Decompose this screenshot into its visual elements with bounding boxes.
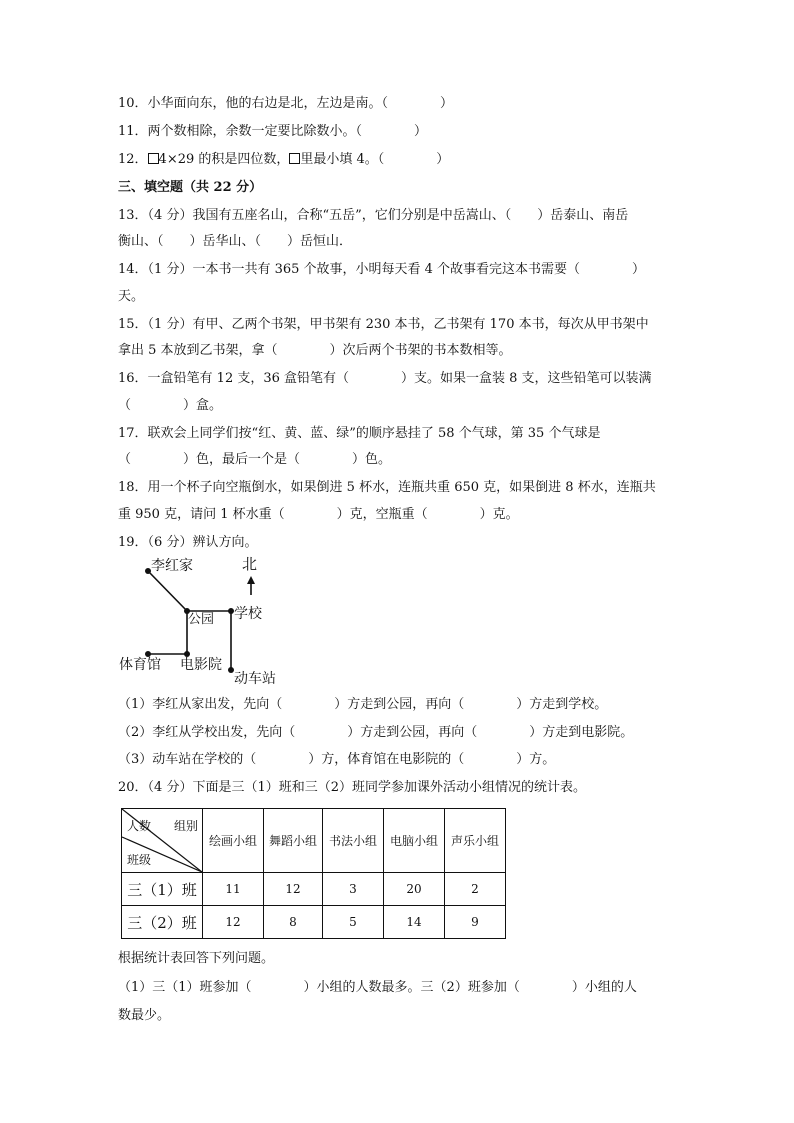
question-17-line-1: 17．联欢会上同学们按“红、黄、蓝、绿”的顺序悬挂了 58 个气球，第 35 个气球是 — [118, 426, 601, 441]
table-header-row — [122, 809, 506, 873]
table-cell: 2 — [445, 873, 506, 906]
table-cell: 12 — [203, 906, 264, 939]
corner-class-label: 班级 — [127, 853, 152, 867]
table-cell: 20 — [384, 873, 445, 906]
question-12-middle: 4×29 的积是四位数， — [158, 152, 290, 167]
question-16-line-1: 16．一盒铅笔有 12 支，36 盒铅笔有（ ）支。如果一盒装 8 支，这些铅笔可以装满 — [118, 371, 652, 386]
corner-count-label: 人数 — [127, 819, 152, 833]
question-14-line-2: 天。 — [118, 289, 145, 304]
path-home-park — [148, 571, 187, 611]
table-header-cell: 绘画小组 — [203, 809, 264, 873]
question-20: 20．（4 分）下面是三（1）班和三（2）班同学参加课外活动小组情况的统计表。 — [118, 780, 586, 795]
question-12-number: 12． — [118, 152, 148, 167]
table-cell: 11 — [203, 873, 264, 906]
question-19-part-2: （2）李红从学校出发，先向（ ）方走到公园，再向（ ）方走到电影院。 — [118, 725, 634, 740]
direction-map — [110, 553, 310, 688]
question-10: 10．小华面向东，他的右边是北，左边是南。（ ） — [118, 96, 454, 111]
question-18-line-1: 18．用一个杯子向空瓶倒水，如果倒进 5 杯水，连瓶共重 650 克，如果倒进 8 杯水，连瓶共 — [118, 480, 656, 495]
section-heading-fill-in: 三、填空题（共 22 分） — [118, 180, 263, 195]
question-15-line-1: 15．（1 分）有甲、乙两个书架，甲书架有 230 本书，乙书架有 170 本书，每次从甲书架中 — [118, 317, 649, 332]
table-header-cell: 书法小组 — [323, 809, 384, 873]
table-header-cell: 电脑小组 — [384, 809, 445, 873]
question-18-line-2: 重 950 克，请问 1 杯水重（ ）克，空瓶重（ ）克。 — [118, 507, 519, 522]
question-17-line-2: （ ）色，最后一个是（ ）色。 — [118, 452, 392, 467]
blank-box-icon — [148, 153, 159, 164]
north-label: 北 — [242, 555, 258, 573]
park-label: 公园 — [188, 612, 215, 627]
question-16-line-2: （ ）盒。 — [118, 398, 223, 413]
cinema-label: 电影院 — [180, 657, 222, 673]
corner-group-label: 组别 — [174, 819, 199, 833]
question-19: 19．（6 分）辨认方向。 — [118, 535, 258, 550]
gym-label: 体育馆 — [119, 657, 161, 673]
question-12 — [118, 151, 449, 169]
question-20-part-1-line-1: （1）三（1）班参加（ ）小组的人数最多。三（2）班参加（ ）小组的人 — [118, 980, 637, 995]
table-corner-cell — [122, 809, 203, 873]
table-cell: 3 — [323, 873, 384, 906]
table-cell: 9 — [445, 906, 506, 939]
question-19-part-1: （1）李红从家出发，先向（ ）方走到公园，再向（ ）方走到学校。 — [118, 697, 608, 712]
table-row-label: 三（1）班 — [122, 873, 203, 906]
question-14-line-1: 14．（1 分）一本书一共有 365 个故事，小明每天看 4 个故事看完这本书需要（ ） — [118, 262, 646, 277]
table-row — [122, 873, 506, 906]
table-row-label: 三（2）班 — [122, 906, 203, 939]
table-cell: 14 — [384, 906, 445, 939]
question-20-part-1-line-2: 数最少。 — [118, 1008, 171, 1023]
question-13-line-2: 衡山、（ ）岳华山、（ ）岳恒山． — [118, 234, 353, 249]
question-20-instruction: 根据统计表回答下列问题。 — [118, 951, 275, 966]
activity-stats-table — [121, 808, 506, 939]
question-11: 11．两个数相除，余数一定要比除数小。（ ） — [118, 124, 428, 139]
question-15-line-2: 拿出 5 本放到乙书架，拿（ ）次后两个书架的书本数相等。 — [118, 343, 512, 358]
home-label: 李红家 — [151, 558, 193, 574]
station-label: 动车站 — [234, 671, 276, 687]
table-cell: 12 — [264, 873, 323, 906]
table-cell: 8 — [264, 906, 323, 939]
north-arrow-icon — [247, 576, 255, 584]
blank-box-icon — [289, 153, 300, 164]
table-cell: 5 — [323, 906, 384, 939]
school-label: 学校 — [234, 606, 262, 622]
table-row — [122, 906, 506, 939]
question-19-part-3: （3）动车站在学校的（ ）方，体育馆在电影院的（ ）方。 — [118, 752, 556, 767]
table-header-cell: 声乐小组 — [445, 809, 506, 873]
table-header-cell: 舞蹈小组 — [264, 809, 323, 873]
question-13-line-1: 13．（4 分）我国有五座名山，合称“五岳”，它们分别是中岳嵩山、（ ）岳泰山、南岳 — [118, 208, 629, 223]
question-12-end: 里最小填 4。（ ） — [300, 152, 450, 167]
